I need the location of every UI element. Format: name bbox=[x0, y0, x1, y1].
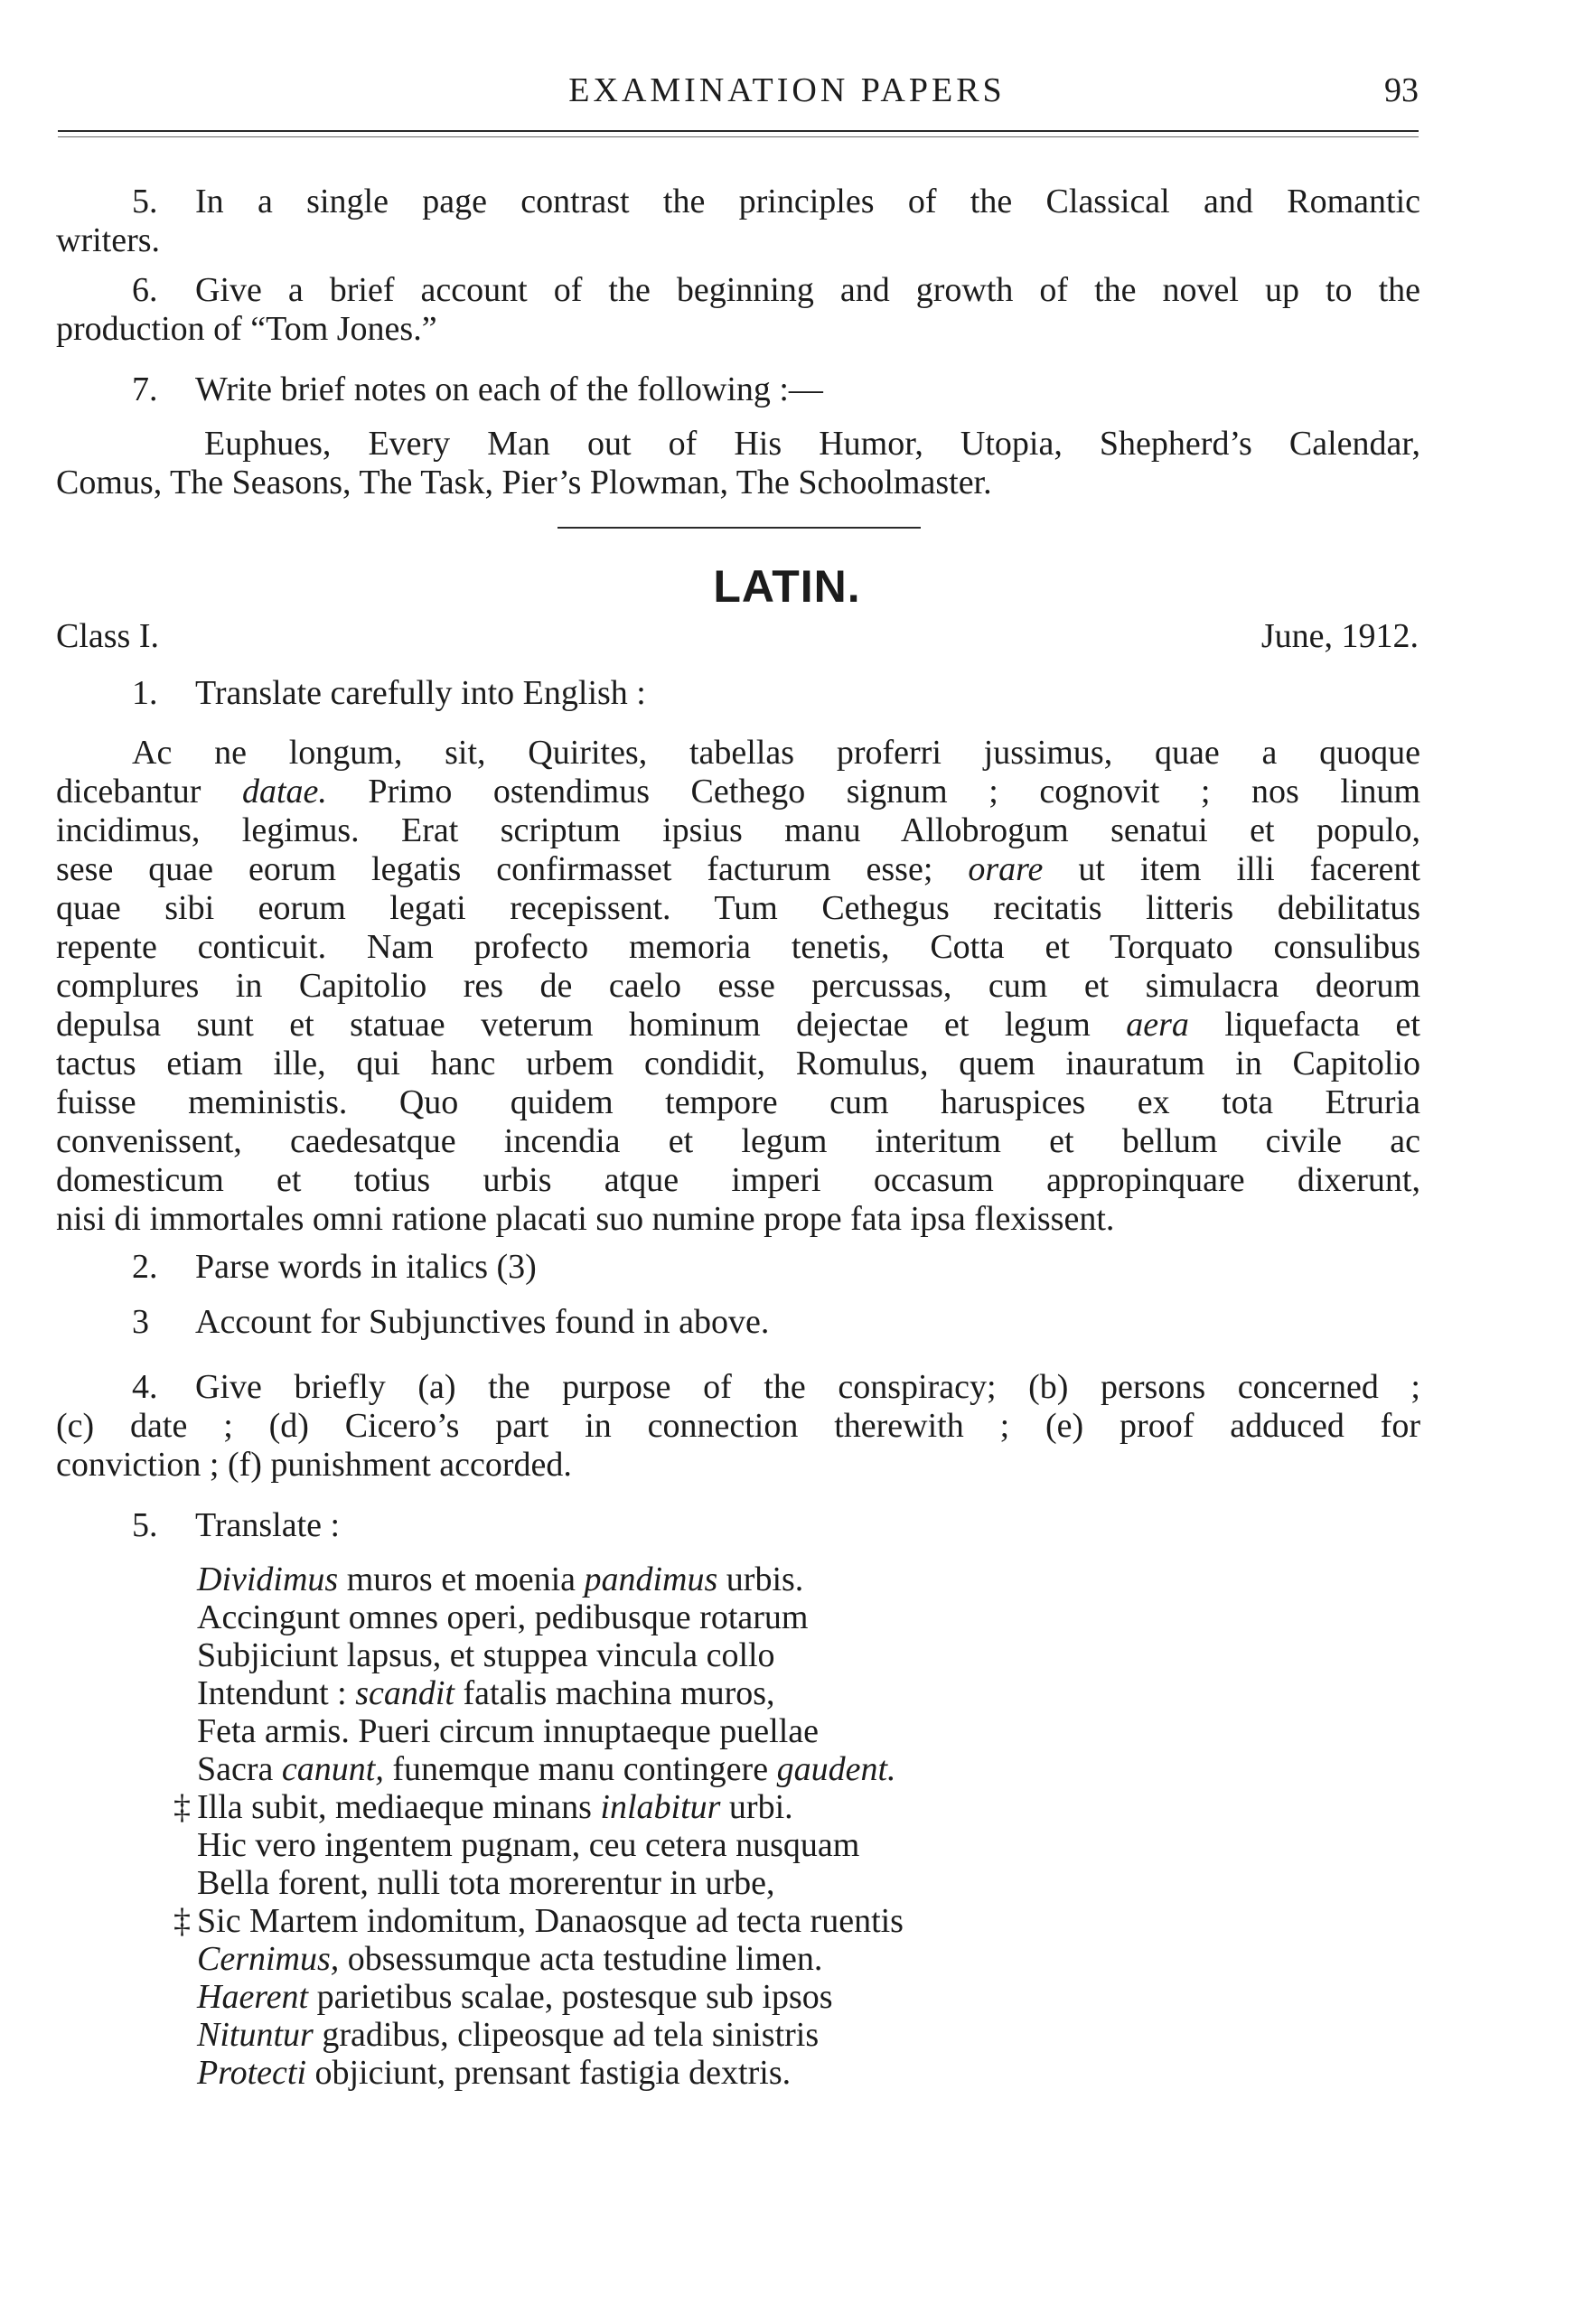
text-segment: Illa subit, mediaeque minans bbox=[197, 1788, 601, 1826]
list-line: Comus, The Seasons, The Task, Pier’s Plowman, The Schoolmaster. bbox=[56, 464, 992, 501]
latin-question-2 bbox=[56, 1248, 1420, 1287]
text-segment: complures in Capitolio res de caelo esse percussas, cum et simulacra deorum bbox=[56, 967, 1420, 1005]
passage-line bbox=[56, 1200, 1420, 1239]
text-segment: domesticum et totius urbis atque imperi occasum appropinquare dixerunt, bbox=[56, 1161, 1420, 1199]
italic-word: Dividimus bbox=[197, 1560, 339, 1598]
text-segment: quae sibi eorum legati recepissent. Tum Cethegus recitatis litteris debilitatus bbox=[56, 889, 1420, 927]
verse-line bbox=[197, 1560, 904, 1598]
text-segment: parietibus scalae, postesque sub ipsos bbox=[308, 1978, 833, 2016]
question-text-cont: writers. bbox=[56, 221, 161, 259]
italic-word: orare bbox=[968, 850, 1044, 888]
italic-word: gaudent. bbox=[776, 1750, 896, 1788]
italic-word: datae. bbox=[241, 773, 327, 811]
verse-line bbox=[197, 1598, 904, 1636]
italic-word: scandit bbox=[355, 1674, 454, 1712]
passage-line bbox=[56, 811, 1420, 850]
text-segment: fatalis machina muros, bbox=[454, 1674, 775, 1712]
text-segment: sese quae eorum legatis confirmasset facturum esse; bbox=[56, 850, 969, 888]
text-segment: Accingunt omnes operi, pedibusque rotarum bbox=[197, 1598, 809, 1636]
text-segment: nisi di immortales omni ratione placati suo numine prope fata ipsa flexissent. bbox=[56, 1200, 1115, 1238]
verse-line bbox=[197, 1864, 904, 1902]
question-5 bbox=[56, 183, 1420, 260]
question-text: Account for Subjunctives found in above. bbox=[195, 1303, 770, 1341]
class-label: Class I. bbox=[56, 617, 159, 655]
passage-line bbox=[56, 967, 1420, 1006]
question-6 bbox=[56, 271, 1420, 349]
italic-word: Haerent bbox=[197, 1978, 309, 2016]
question-text-cont: production of “Tom Jones.” bbox=[56, 310, 437, 348]
question-number: 7. bbox=[132, 370, 158, 408]
latin-question-4 bbox=[56, 1368, 1420, 1485]
passage-line bbox=[56, 928, 1420, 967]
text-segment: depulsa sunt et statuae veterum hominum dejectae et legum bbox=[56, 1006, 1127, 1044]
latin-question-5 bbox=[56, 1506, 1420, 1545]
text-segment: dicebantur bbox=[56, 773, 242, 811]
text-segment: gradibus, clipeosque ad tela sinistris bbox=[313, 2016, 820, 2054]
text-segment: fuisse meministis. Quo quidem tempore cum haruspices ex tota Etruria bbox=[56, 1083, 1420, 1121]
verse-line bbox=[197, 2054, 904, 2092]
passage-line bbox=[56, 1006, 1420, 1045]
italic-word: canunt, bbox=[281, 1750, 384, 1788]
question-number: 6. bbox=[132, 271, 158, 309]
text-segment: Sacra bbox=[197, 1750, 282, 1788]
passage-line bbox=[56, 889, 1420, 928]
verse-line bbox=[197, 1978, 904, 2016]
verse-line bbox=[197, 1712, 904, 1750]
question-text: Give briefly (a) the purpose of the conspiracy; (b) persons concerned ; bbox=[195, 1368, 1420, 1406]
header-rule bbox=[58, 130, 1419, 132]
text-segment: obsessumque acta testudine limen. bbox=[339, 1940, 823, 1978]
page-number: 93 bbox=[1384, 71, 1419, 109]
text-segment: funemque manu contingere bbox=[383, 1750, 777, 1788]
text-segment: incidimus, legimus. Erat scriptum ipsius manu Allobrogum senatui et populo, bbox=[56, 811, 1420, 849]
latin-question-1 bbox=[56, 674, 1420, 713]
question-text: Give a brief account of the beginning and growth of the novel up to the bbox=[195, 271, 1420, 309]
verse-line bbox=[197, 1750, 904, 1788]
italic-word: inlabitur bbox=[600, 1788, 721, 1826]
passage-line bbox=[56, 1045, 1420, 1083]
section-title: LATIN. bbox=[713, 561, 861, 612]
text-segment: liquefacta et bbox=[1188, 1006, 1420, 1044]
passage-line bbox=[56, 1122, 1420, 1161]
question-text-cont: conviction ; (f) punishment accorded. bbox=[56, 1446, 572, 1484]
dagger-mark: ‡ bbox=[173, 1902, 191, 1940]
text-segment: Sic Martem indomitum, Danaosque ad tecta ruentis bbox=[197, 1902, 904, 1940]
question-text: In a single page contrast the principles of the Classical and Romantic bbox=[195, 183, 1420, 220]
text-segment: Bella forent, nulli tota morerentur in urbe, bbox=[197, 1864, 775, 1902]
text-segment: urbis. bbox=[717, 1560, 804, 1598]
passage-line bbox=[56, 734, 1420, 773]
latin-question-3 bbox=[56, 1303, 1420, 1342]
italic-word: Protecti bbox=[197, 2054, 306, 2092]
exam-date: June, 1912. bbox=[1260, 617, 1419, 655]
question-number: 1. bbox=[132, 674, 158, 712]
question-number: 5. bbox=[132, 1506, 158, 1544]
text-segment: Subjiciunt lapsus, et stuppea vincula collo bbox=[197, 1636, 775, 1674]
section-divider bbox=[557, 527, 921, 529]
list-line: Euphues, Every Man out of His Humor, Utopia, Shepherd’s Calendar, bbox=[204, 425, 1420, 463]
question-7-list bbox=[56, 425, 1420, 502]
text-segment: objiciunt, prensant fastigia dextris. bbox=[306, 2054, 792, 2092]
verse-line bbox=[173, 1788, 904, 1826]
verse-line bbox=[197, 1636, 904, 1674]
question-number: 3 bbox=[132, 1303, 149, 1341]
text-segment: tactus etiam ille, qui hanc urbem condidit, Romulus, quem inauratum in Capitolio bbox=[56, 1045, 1420, 1082]
text-segment: urbi. bbox=[720, 1788, 793, 1826]
passage-line bbox=[56, 850, 1420, 889]
italic-word: Nituntur bbox=[197, 2016, 314, 2054]
question-text: Parse words in italics (3) bbox=[195, 1248, 537, 1286]
text-segment: Intendunt : bbox=[197, 1674, 356, 1712]
question-number: 4. bbox=[132, 1368, 158, 1406]
running-title: EXAMINATION PAPERS bbox=[568, 71, 1006, 109]
verse-line bbox=[197, 1940, 904, 1978]
italic-word: pandimus bbox=[584, 1560, 718, 1598]
verse-line bbox=[197, 1674, 904, 1712]
question-text: Translate : bbox=[195, 1506, 341, 1544]
verse-line bbox=[197, 1826, 904, 1864]
question-number: 2. bbox=[132, 1248, 158, 1286]
italic-word: Cernimus, bbox=[197, 1940, 340, 1978]
dagger-mark: ‡ bbox=[173, 1788, 191, 1826]
header-rule-thin bbox=[58, 136, 1419, 137]
latin-verse-passage bbox=[173, 1560, 904, 2092]
question-text-cont: (c) date ; (d) Cicero’s part in connection therewith ; (e) proof adduced for bbox=[56, 1407, 1420, 1445]
text-segment: repente conticuit. Nam profecto memoria tenetis, Cotta et Torquato consulibus bbox=[56, 928, 1420, 966]
verse-line bbox=[173, 1902, 904, 1940]
text-segment: Feta armis. Pueri circum innuptaeque puellae bbox=[197, 1712, 819, 1750]
passage-line bbox=[56, 1083, 1420, 1122]
passage-line bbox=[56, 773, 1420, 811]
text-segment: convenissent, caedesatque incendia et legum interitum et bellum civile ac bbox=[56, 1122, 1420, 1160]
question-text: Translate carefully into English : bbox=[195, 674, 646, 712]
passage-line bbox=[56, 1161, 1420, 1200]
latin-prose-passage bbox=[56, 734, 1420, 1239]
question-text: Write brief notes on each of the following :— bbox=[195, 370, 823, 408]
text-segment: Hic vero ingentem pugnam, ceu cetera nusquam bbox=[197, 1826, 860, 1864]
text-segment: muros et moenia bbox=[338, 1560, 585, 1598]
verse-line bbox=[197, 2016, 904, 2054]
text-segment: Primo ostendimus Cethego signum ; cognovit ; nos linum bbox=[326, 773, 1420, 811]
text-segment: Ac ne longum, sit, Quirites, tabellas proferri jussimus, quae a quoque bbox=[132, 734, 1420, 772]
text-segment: ut item illi facerent bbox=[1043, 850, 1420, 888]
question-7 bbox=[56, 370, 1420, 409]
italic-word: aera bbox=[1126, 1006, 1189, 1044]
question-number: 5. bbox=[132, 183, 158, 220]
